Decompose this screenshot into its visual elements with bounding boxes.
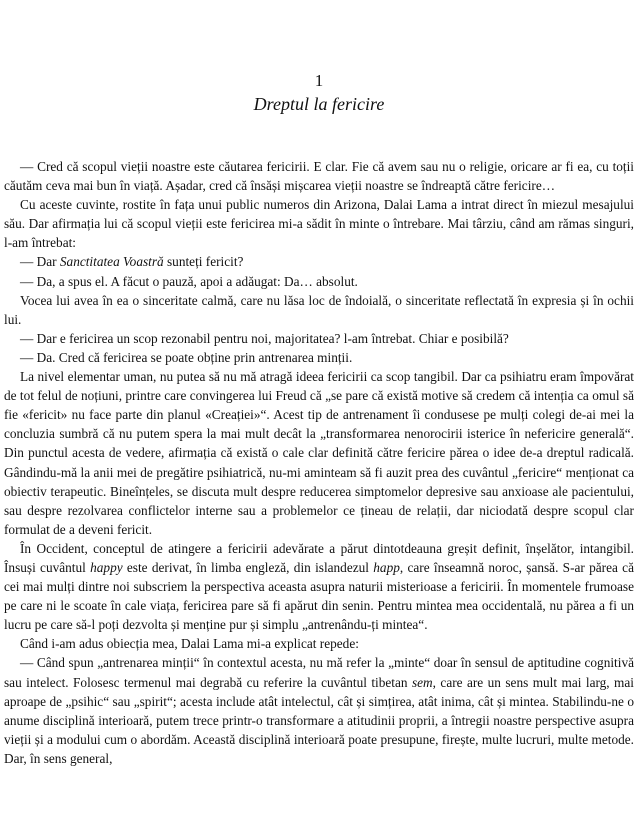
paragraph-text: — Cred că scopul vieții noastre este căutarea fericirii. E clar. Fie că avem sau nu o religie, oricare ar fi ea, cu toții căutăm ceva mai bun în viață. Așadar, cred că însăși mișcarea vieții noastre se îndreaptă către fericire… (4, 159, 634, 194)
paragraph-text: Vocea lui avea în ea o sinceritate calmă, care nu lăsa loc de îndoială, o sinceritate reflectată în expresia și în ochii lui. (4, 292, 634, 327)
italic-text: happy (90, 559, 123, 575)
paragraph-text: Când i-am adus obiecția mea, Dalai Lama mi-a explicat repede: (20, 636, 359, 652)
chapter-number: 1 (314, 71, 324, 90)
italic-text: Sanctitatea Voastră (59, 254, 164, 270)
paragraph (4, 653, 634, 768)
chapter-title: Dreptul la fericire (253, 94, 385, 114)
paragraph-text: La nivel elementar uman, nu putea să nu mă atragă ideea fericirii ca scop tangibil. Dar ca psihiatru eram împovărat de tot felul de noțiuni, printre care convingerea lui Freud că „se pare că există motive să credem că intenția ca omul să fie «fericit» nu face parte din planul «Creației»“. Acest tip de antrenament îi condusese pe mulți colegi de-ai mei la concluzia sumbră că nu putem spera la mai mult decât la „transformarea nenorocirii isterice în nefericire generală“. Din punctul acesta de vedere, afirmația că există o cale clar definită către fericire părea o idee de-a dreptul radicală. Gândindu-mă la anii mei de pregătire psihiatrică, nu-mi aminteam să fi auzit prea des cuvântul „fericire“ menționat ca obiectiv terapeutic. Bineînțeles, se discuta mult despre reducerea simptomelor depresive sau anxioase ale pacientului, sau despre rezolvarea conflictelor interne sau a problemelor ce țineau de relații, dar niciodată despre scopul clar formulat de a deveni fericit. (4, 369, 634, 537)
paragraph-text: — Dar (20, 254, 60, 270)
paragraph-text: este derivat, în limba engleză, din islandezul (122, 559, 374, 575)
paragraph (4, 272, 634, 291)
italic-text: happ (373, 559, 400, 575)
chapter-body (4, 157, 634, 768)
paragraph (4, 367, 634, 539)
paragraph (4, 157, 634, 195)
paragraph-text: — Da. Cred că fericirea se poate obține prin antrenarea minții. (20, 349, 353, 365)
paragraph-text: , care înseamnă noroc, șansă. S-ar părea că cei mai mulți dintre noi subscriem la perspectiva aceasta asupra naturii misterioase a fericirii. În momentele frumoase pe care ni le scoate în cale viața, fericirea pare să fi apărut din senin. Pentru mintea mea occidentală, nu părea a fi un lucru pe care să-l poți dezvolta și menține pur și simplu „antrenându-ți mintea“. (4, 559, 634, 633)
paragraph-text: În Occident, conceptul de atingere a fericirii adevărate a părut dintotdeauna greșit definit, înșelător, intangibil. Însuși cuvântul (4, 540, 634, 575)
paragraph (4, 291, 634, 329)
paragraph (4, 348, 634, 367)
italic-text: sem (411, 674, 433, 690)
paragraph (4, 634, 634, 653)
paragraph (4, 252, 634, 271)
paragraph (4, 539, 634, 634)
paragraph (4, 329, 634, 348)
paragraph-text: Cu aceste cuvinte, rostite în fața unui public numeros din Arizona, Dalai Lama a intrat direct în miezul mesajului său. Dar afirmația lui că scopul vieții este fericirea mi-a sădit în minte o întrebare. Mai târziu, când am rămas singuri, l-am întrebat: (4, 197, 634, 251)
paragraph (4, 195, 634, 252)
paragraph-text: sunteți fericit? (163, 254, 244, 270)
paragraph-text: — Când spun „antrenarea minții“ în contextul acesta, nu mă refer la „minte“ doar în sensul de aptitudine cognitivă sau intelect. Folosesc termenul mai degrabă cu referire la cuvântul tibetan (4, 655, 634, 690)
paragraph-text: — Da, a spus el. A făcut o pauză, apoi a adăugat: Da… absolut. (20, 273, 358, 289)
paragraph-text: , care are un sens mult mai larg, mai aproape de „psihic“ sau „spirit“; acesta include atât intelectul, cât și simțirea, atât inima, cât și mintea. Stabilindu-ne o anume disciplină interioară, putem trece printr-o transformare a atitudinii proprii, a întregii noastre perspective asupra vieții și a modului cum o abordăm. Această disciplină interioară poate presupune, firește, multe lucruri, multe metode. Dar, în sens general, (4, 674, 634, 766)
paragraph-text: — Dar e fericirea un scop rezonabil pentru noi, majoritatea? l-am întrebat. Chiar e posibilă? (20, 330, 509, 346)
